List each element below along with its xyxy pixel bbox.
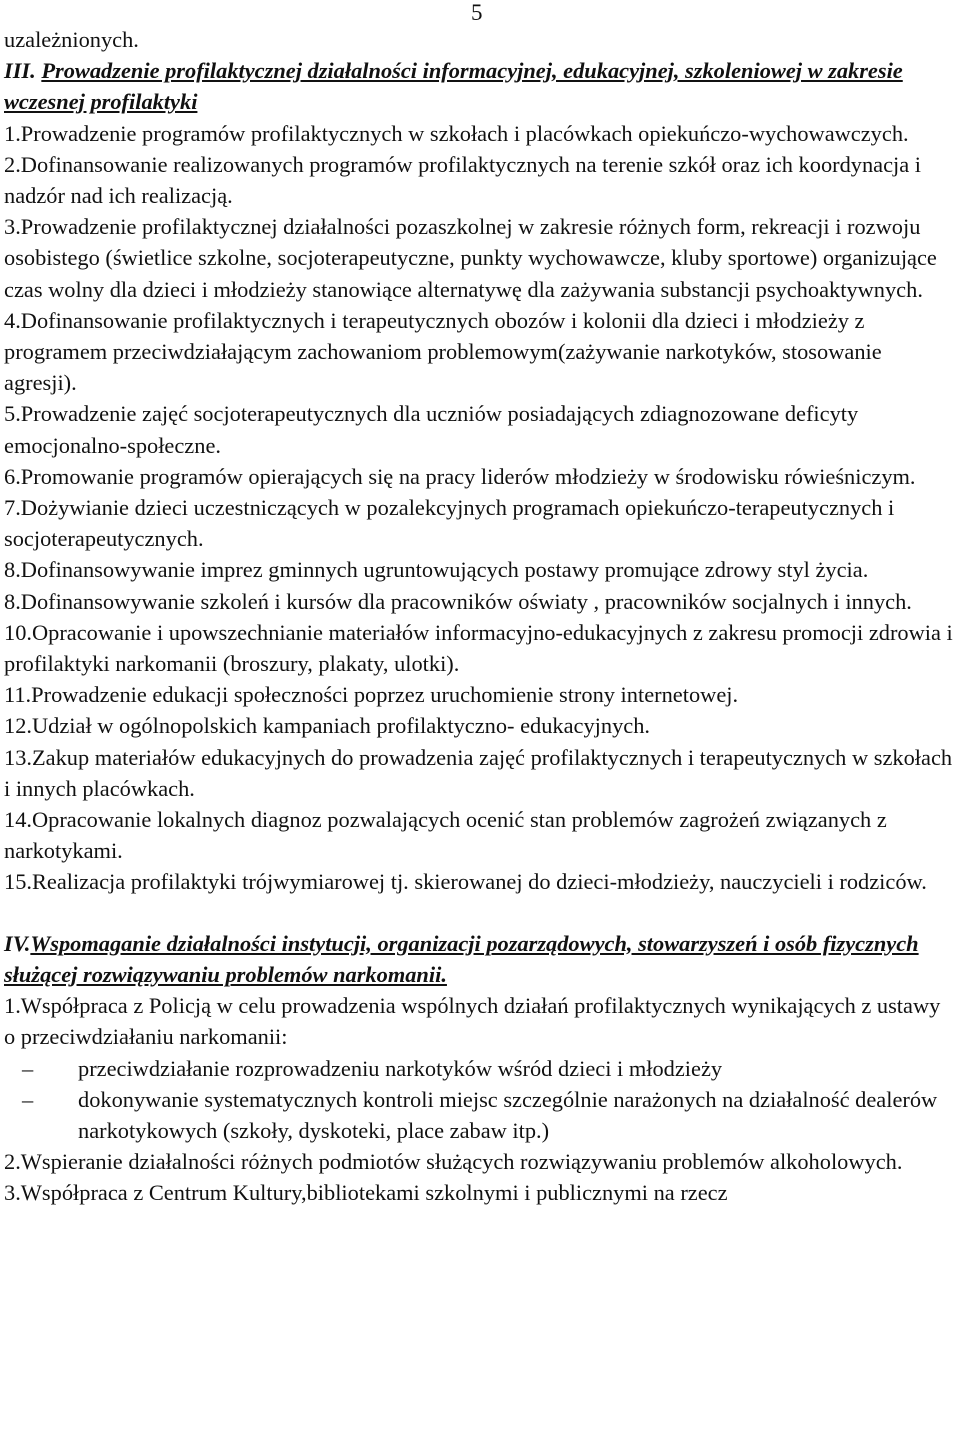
section-3-item-8: 8.Dofinansowywanie imprez gminnych ugruntowujących postawy promujące zdrowy styl życia. [4,557,869,583]
section-3-item-8b: 8.Dofinansowywanie szkoleń i kursów dla pracowników oświaty , pracowników socjalnych i innych. [4,588,912,614]
section-3-item-7: 7.Dożywianie dzieci uczestniczących w pozalekcyjnych programach opiekuńczo-terapeutycznych i socjoterapeutycznych. [4,495,895,552]
section-3-item-2: 2.Dofinansowanie realizowanych programów profilaktycznych na terenie szkół oraz ich koordynacja i nadzór nad ich realizacją. [4,151,922,209]
section-3-item-14: 14.Opracowanie lokalnych diagnoz pozwalających ocenić stan problemów zagrożeń związanych z narkotykami. [4,807,887,864]
section-3-item-11: 11.Prowadzenie edukacji społeczności poprzez uruchomienie strony internetowej. [4,682,739,708]
section-3-item-13: 13.Zakup materiałów edukacyjnych do prowadzenia zajęć profilaktycznych i terapeutycznych w szkołach i innych placówkach. [4,744,953,801]
section-3-item-6: 6.Promowanie programów opierających się na pracy liderów młodzieży w środowisku rówieśniczym. [4,463,916,489]
section-3-heading [4,55,956,117]
section-3-title: Prowadzenie profilaktycznej działalności informacyjnej, edukacyjnej, szkoleniowej w zakresie wczesnej profilaktyki [4,58,903,115]
section-3-number: III. [4,58,42,84]
section-4-item-3: 3.Współpraca z Centrum Kultury,bibliotekami szkolnymi i publicznymi na rzecz [4,1180,728,1206]
section-4-item-1: 1.Współpraca z Policją w celu prowadzenia wspólnych działań profilaktycznych wynikających z ustawy o przeciwdziałaniu narkomanii: [4,993,941,1050]
section-4-heading [4,928,956,990]
sub-item-text: dokonywanie systematycznych kontroli miejsc szczególnie narażonych na działalność dealerów narkotykowych (szkoły, dyskoteki, place zabaw itp.) [78,1086,938,1143]
document-body [4,24,956,1209]
section-3-item-10: 10.Opracowanie i upowszechnianie materiałów informacyjno-edukacyjnych z zakresu promocji zdrowia i profilaktyki narkomanii (broszury, plakaty, ulotki). [4,619,953,677]
section-3-item-15: 15.Realizacja profilaktyki trójwymiarowej tj. skierowanej do dzieci-młodzieży, nauczycieli i rodziców. [4,869,927,895]
sub-item [4,1053,956,1084]
page-number: 5 [471,0,483,25]
sub-item-text: przeciwdziałanie rozprowadzeniu narkotyków wśród dzieci i młodzieży [78,1055,723,1081]
section-4-number: IV. [4,930,31,956]
section-3-item-1: 1.Prowadzenie programów profilaktycznych w szkołach i placówkach opiekuńczo-wychowawczych. [4,120,909,146]
dash-bullet: – [22,1055,34,1081]
sub-item [4,1084,956,1146]
section-3-item-12: 12.Udział w ogólnopolskich kampaniach profilaktyczno- edukacyjnych. [4,713,651,739]
section-3-item-4: 4.Dofinansowanie profilaktycznych i terapeutycznych obozów i kolonii dla dzieci i młodzieży z programem przeciwdziałającym zachowaniom problemowym(zażywanie narkotyków, stosowanie agresji). [4,307,882,396]
lead-text: uzależnionych. [4,27,139,52]
dash-bullet: – [22,1086,34,1112]
section-4-title: Wspomaganie działalności instytucji, organizacji pozarządowych, stowarzyszeń i osób fizycznych służącej rozwiązywaniu problemów narkomanii. [4,930,919,987]
section-4-item-2: 2.Wspieranie działalności różnych podmiotów służących rozwiązywaniu problemów alkoholowych. [4,1149,903,1175]
section-3-item-3: 3.Prowadzenie profilaktycznej działalności pozaszkolnej w zakresie różnych form, rekreacji i rozwoju osobistego (świetlice szkolne, socjoterapeutyczne, punkty wychowawcze, kluby sportowe) organizujące czas wolny dla dzieci i młodzieży stanowiące alternatywę dla zażywania substancji psychoaktywnych. [4,214,937,302]
section-gap [4,898,956,928]
section-3-item-5: 5.Prowadzenie zajęć socjoterapeutycznych dla uczniów posiadających zdiagnozowane deficyty emocjonalno-społeczne. [4,401,859,458]
